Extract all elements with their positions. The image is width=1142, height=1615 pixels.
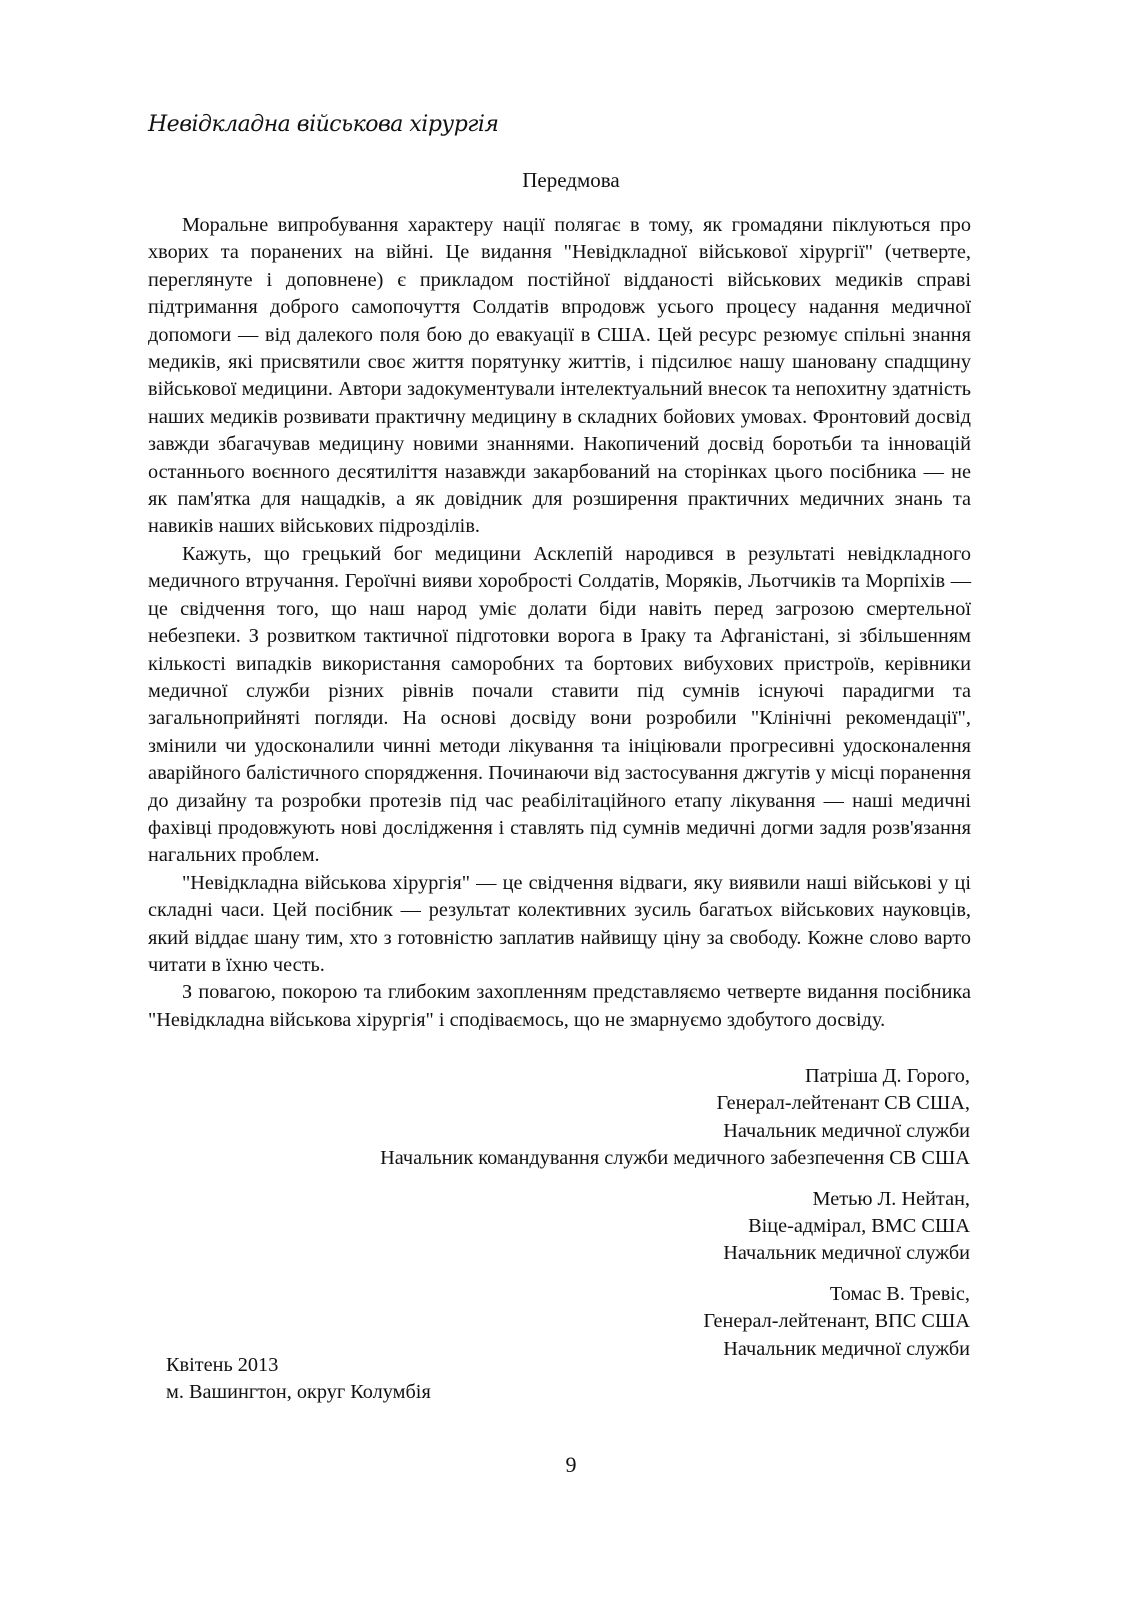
page-number: 9 [565, 1452, 577, 1477]
signature-section [380, 1063, 970, 1376]
signatory-position: Начальник медичної служби [723, 1119, 970, 1142]
signature-block [380, 1186, 970, 1268]
signatory-name: Томас В. Тревіс, [829, 1282, 970, 1305]
foreword-body [148, 212, 971, 1034]
signatory-position: Начальник медичної служби [723, 1337, 970, 1360]
signatory-extra-position: Начальник командування служби медичного забезпечення СВ США [380, 1147, 970, 1170]
signatory-name: Метью Л. Нейтан, [812, 1187, 970, 1210]
signature-block [380, 1063, 970, 1173]
signatory-rank: Генерал-лейтенант, ВПС США [703, 1310, 970, 1333]
paragraph: З повагою, покорою та глибоким захопленням представляємо четверте видання посібника "Невідкладна військова хірургія" і сподіваємось, що не змарнуємо здобутого досвіду. [148, 981, 971, 1031]
paragraph: Моральне випробування характеру нації полягає в тому, як громадяни піклуються про хворих та поранених на війні. Це видання "Невідкладної військової хірургії" (четверте, переглянуте і доповнене) є прикладом постійної відданості військових медиків справі підтримання доброго самопочуття Солдатів впродовж усього процесу надання медичної допомоги — від далекого поля бою до евакуації в США. Цей ресурс резюмує спільні знання медиків, які присвятили своє життя порятунку життів, і підсилює нашу шановану спадщину військової медицини. Автори задокументували інтелектуальний внесок та непохитну здатність наших медиків розвивати практичну медицину в складних бойових умовах. Фронтовий досвід завжди збагачував медицину новими знаннями. Накопичений досвід боротьби та інновацій останнього воєнного десятиліття назавжди закарбований на сторінках цього посібника — не як пам'ятка для нащадків, а як довідник для розширення практичних медичних знань та навиків наших військових підрозділів. [148, 214, 971, 538]
running-head: Невідкладна військова хірургія [148, 112, 499, 137]
date: Квітень 2013 [166, 1354, 279, 1376]
signatory-rank: Віце-адмірал, ВМС США [748, 1215, 970, 1238]
signatory-name: Патріша Д. Горого, [804, 1065, 970, 1087]
signature-block [380, 1281, 970, 1363]
signatory-rank: Генерал-лейтенант СВ США, [716, 1092, 970, 1115]
paragraph: "Невідкладна військова хірургія" — це свідчення відваги, яку виявили наші військові у ці складні часи. Цей посібник — результат колективних зусиль багатьох військових науковців, який віддає шану тим, хто з готовністю заплатив найвищу ціну за свободу. Кожне слово варто читати в їхню честь. [148, 871, 971, 976]
date-place [166, 1352, 431, 1407]
page-title: Передмова [522, 168, 620, 192]
paragraph: Кажуть, що грецький бог медицини Асклепій народився в результаті невідкладного медичного втручання. Героїчні вияви хоробрості Солдатів, Моряків, Льотчиків та Морпіхів — це свідчення того, що наш народ уміє долати біди навіть перед загрозою смертельної небезпеки. З розвитком тактичної підготовки ворога в Іраку та Афганістані, зі збільшенням кількості випадків використання саморобних та бортових вибухових пристроїв, керівники медичної служби різних рівнів почали ставити під сумнів існуючі парадигми та загальноприйняті погляди. На основі досвіду вони розробили "Клінічні рекомендації", змінили чи удосконалили чинні методи лікування та ініціювали прогресивні удосконалення аварійного балістичного спорядження. Починаючи від застосування джгутів у місці поранення до дизайну та розробки протезів під час реабілітаційного етапу лікування — наші медичні фахівці продовжують нові дослідження і ставлять під сумнів медичні догми задля розв'язання нагальних проблем. [148, 542, 971, 867]
place: м. Вашингтон, округ Колумбія [166, 1381, 431, 1404]
signatory-position: Начальник медичної служби [723, 1242, 970, 1265]
